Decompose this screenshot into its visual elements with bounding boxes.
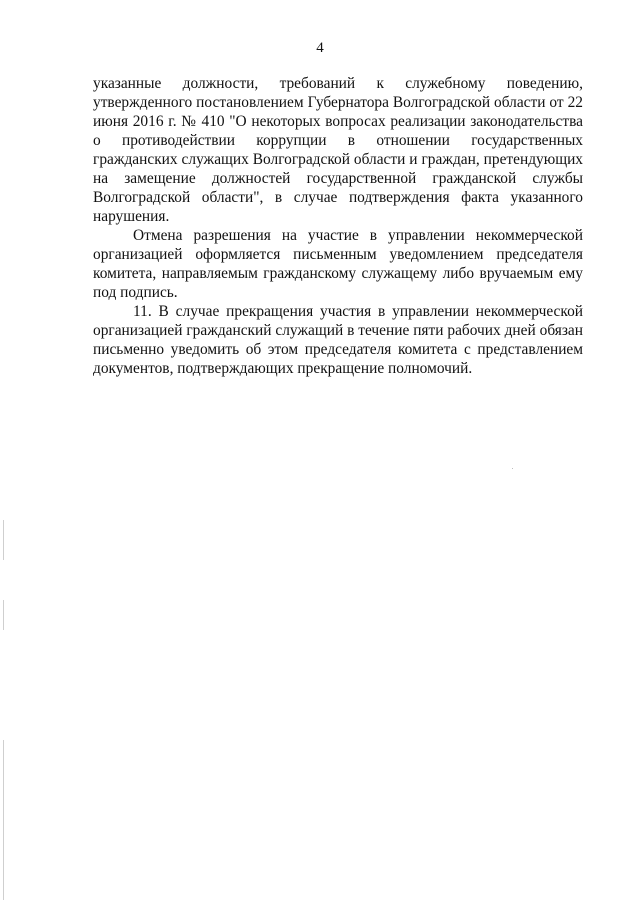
paragraph-item-11: 11. В случае прекращения участия в управлении некоммерческой организацией гражданский служащий в течение пяти рабочих дней обязан письменно уведомить об этом председателя комитета с представлением документов, подтверждающих прекращение полномочий. — [93, 303, 583, 377]
document-body — [93, 74, 583, 378]
scan-edge-mark — [3, 520, 4, 560]
paragraph-cancellation: Отмена разрешения на участие в управлении некоммерческой организацией оформляется письменным уведомлением председателя комитета, направляемым гражданскому служащему либо вручаемым ему под подпись. — [93, 227, 583, 301]
scan-edge-mark — [3, 600, 4, 630]
paragraph-continuation: указанные должности, требований к служебному поведению, утвержденного постановлением Губернатора Волгоградской области от 22 июня 2016 г. № 410 "О некоторых вопросах реализации законодательства о противодействии коррупции в отношении государственных гражданских служащих Волгоградской области и граждан, претендующих на замещение должностей государственной гражданской службы Волгоградской области", в случае подтверждения факта указанного нарушения. — [93, 75, 583, 225]
scan-speck — [512, 468, 513, 469]
page-number: 4 — [316, 40, 324, 56]
scan-edge-mark — [3, 740, 4, 900]
